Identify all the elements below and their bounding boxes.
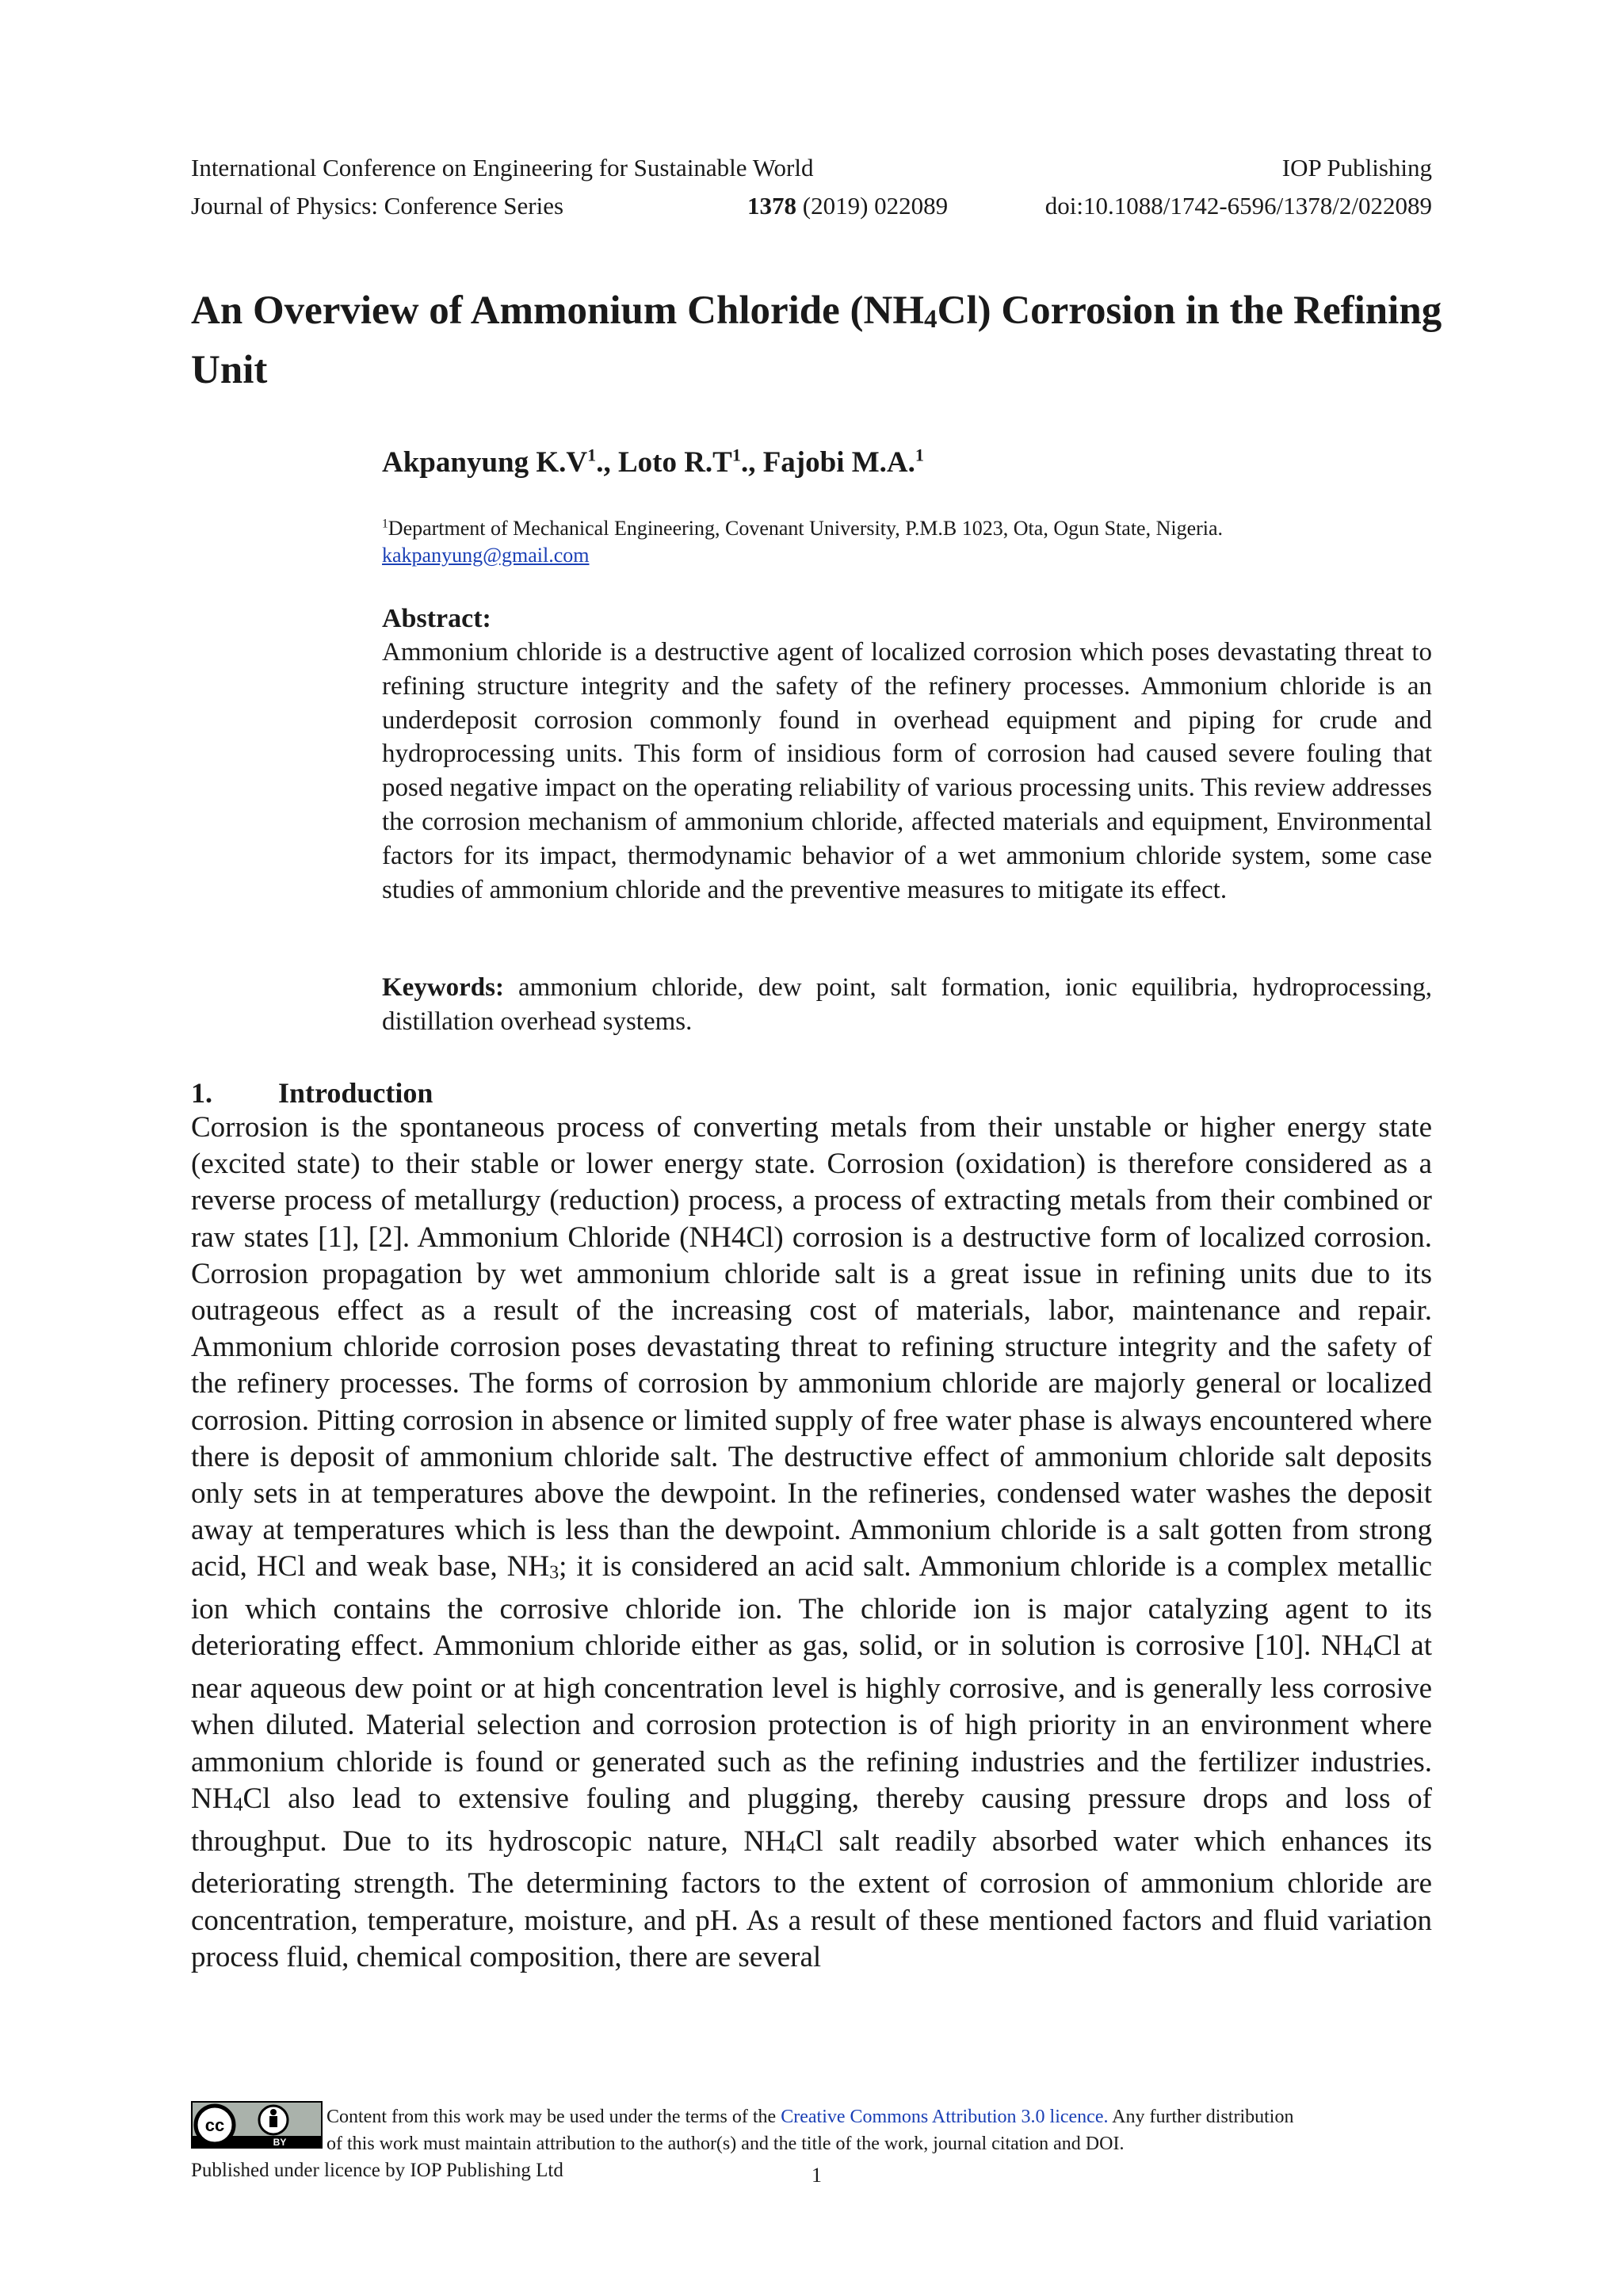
section-heading-introduction: 1. Introduction [191, 1077, 433, 1109]
license-text-line2: of this work must maintain attribution to the author(s) and the title of the work, journal citation and DOI. [327, 2134, 1125, 2154]
abstract-heading: Abstract: [382, 604, 491, 633]
paper-title: An Overview of Ammonium Chloride $(NH_4Cl)$ Corrosion in the Refining Unit [191, 288, 1442, 392]
volume-number: 1378 [747, 192, 796, 220]
running-header-series: Journal of Physics: Conference Series [191, 192, 564, 220]
author-list: Akpanyung $K.V^1$., Loto $R.T^1$., Fajobi M.A.$^1$ [382, 445, 924, 479]
creative-commons-badge[interactable] [191, 2101, 323, 2149]
published-by: Published under licence by IOP Publishing Ltd [191, 2160, 563, 2181]
license-text: Content from this work may be used under the terms of the Creative Commons Attribution 3.0 licence. Any further distribution [327, 2107, 1294, 2127]
affiliation: $^1$Department of Mechanical Engineering, Covenant University, P.M.B 1023, Ota, Ogun State, Nigeria. kakpanyung@gmail.com [382, 517, 1224, 567]
keywords-text: ammonium chloride, dew point, salt formation, ionic equilibria, hydroprocessing, distillation overhead systems. [382, 973, 1433, 1036]
keywords [382, 971, 1432, 1039]
by-icon [259, 2106, 288, 2134]
running-header-conference: International Conference on Engineering for Sustainable World [191, 154, 814, 181]
license-link[interactable]: Creative Commons Attribution 3.0 licence. [781, 2107, 1109, 2127]
svg-text:BY: BY [273, 2137, 287, 2148]
author-email-link[interactable]: kakpanyung@gmail.com [382, 544, 590, 567]
keywords-label: Keywords: [382, 973, 504, 1002]
svg-text:cc: cc [204, 2115, 225, 2135]
running-header-publisher: IOP Publishing [1281, 154, 1432, 181]
cc-icon [196, 2106, 234, 2144]
year-article: (2019) 022089 [802, 192, 949, 220]
introduction-paragraph: Corrosion is the spontaneous process of converting metals from their unstable or higher energy state (excited state) to their stable or lower energy state. Corrosion (oxidation) is therefore considered as a reverse process of metallurgy (reduction) process, a process of extracting metals from their combined or raw states [1], [2]. Ammonium Chloride (NH4Cl) corrosion is a destructive form of localized corrosion. Corrosion propagation by wet ammonium chloride salt is a great issue in refining units due to its outrageous effect as a result of the increasing cost of materials, labor, maintenance and repair. Ammonium chloride corrosion poses devastating threat to refining structure integrity and the safety of the refinery processes. The forms of corrosion by ammonium chloride are majorly general or localized corrosion. Pitting corrosion in absence or limited supply of free water phase is always encountered where there is deposit of ammonium chloride salt. The destructive effect of ammonium chloride salt deposits only sets in at temperatures above the dewpoint. In the refineries, condensed water washes the deposit away at temperatures which is less than the dewpoint. Ammonium chloride is a salt gotten from strong acid, HCl and weak base, $NH_3$; it is considered an acid salt. Ammonium chloride is a complex metallic ion which contains the corrosive chloride ion. The chloride ion is major catalyzing agent to its deteriorating effect. Ammonium chloride either as gas, solid, or in solution is corrosive [10]. $NH_4Cl$ at near aqueous dew point or at high concentration level is highly corrosive, and is generally less corrosive when diluted. Material selection and corrosion protection is of high priority in an environment where ammonium chloride is found or generated such as the refining industries and the fertilizer industries. $NH_4Cl$ also lead to extensive fouling and plugging, thereby causing pressure drops and loss of throughput. Due to its hydroscopic nature, $NH_4Cl$ salt readily absorbed water which enhances its deteriorating strength. The determining factors to the extent of corrosion of ammonium chloride are concentration, temperature, moisture, and pH. As a result of these mentioned factors and fluid variation process fluid, chemical composition, there are several [191, 1111, 1432, 1973]
page-number: 1 [812, 2164, 822, 2187]
running-header-doi: doi:10.1088/1742-6596/1378/2/022089 [1044, 192, 1432, 220]
running-header-volume [747, 190, 948, 222]
abstract-text: Ammonium chloride is a destructive agent of localized corrosion which poses devastating threat to refining structure integrity and the safety of the refinery processes. Ammonium chloride is an underdeposit corrosion commonly found in overhead equipment and piping for crude and hydroprocessing units. This form of insidious form of corrosion had caused severe fouling that posed negative impact on the operating reliability of various processing units. This review addresses the corrosion mechanism of ammonium chloride, affected materials and equipment, Environmental factors for its impact, thermodynamic behavior of a wet ammonium chloride system, some case studies of ammonium chloride and the preventive measures to mitigate its effect. [382, 638, 1432, 904]
